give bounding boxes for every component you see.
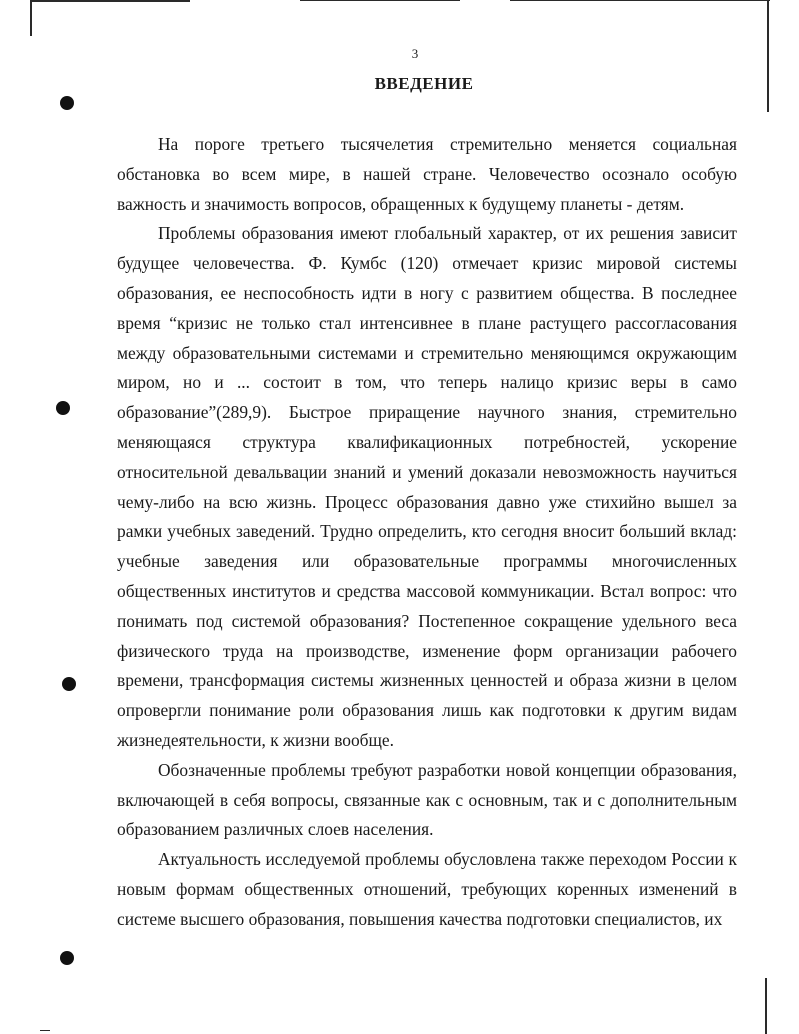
paragraph-1: На пороге третьего тысячелетия стремительно меняется социальная обстановка во всем мире, в нашей стране. Человечество осознало особую важность и значимость вопросов, обращенных к будущему планеты - детям. xyxy=(117,134,737,214)
paragraph-4: Актуальность исследуемой проблемы обусловлена также переходом России к новым формам общественных отношений, требующих коренных изменений в системе высшего образования, повышения качества подготовки специалистов, их xyxy=(117,849,737,929)
paragraph-2: Проблемы образования имеют глобальный характер, от их решения зависит будущее человечества. Ф. Кумбс (120) отмечает кризис мировой системы образования, ее неспособность идти в ногу с развитием общества. В последнее время “кризис не только стал интенсивнее в плане растущего рассогласования между образовательными системами и стремительно меняющимся окружающим миром, но и ... состоит в том, что теперь налицо кризис веры в само образование”(289,9). Быстрое приращение научного знания, стремительно меняющаяся структура квалификационных потребностей, ускорение относительной девальвации знаний и умений доказали невозможность научиться чему-либо на всю жизнь. Процесс образования давно уже стихийно вышел за рамки учебных заведений. Трудно определить, кто сегодня вносит больший вклад: учебные заведения или образовательные программы многочисленных общественных институтов и средства массовой коммуникации. Встал вопрос: что понимать под системой образования? Постепенное сокращение удельного веса физического труда на производстве, изменение форм организации рабочего времени, трансформация системы жизненных ценностей и образа жизни в целом опровергли понимание роли образования лишь как подготовки к другим видам жизнедеятельности, к жизни вообще. xyxy=(117,223,737,750)
punch-hole-2 xyxy=(56,401,70,415)
scan-border-top-left xyxy=(30,0,190,2)
punch-hole-1 xyxy=(60,96,74,110)
page-title: ВВЕДЕНИЕ xyxy=(374,74,474,93)
punch-hole-4 xyxy=(60,951,74,965)
scan-border-left xyxy=(30,0,32,36)
paragraph-3: Обозначенные проблемы требуют разработки новой концепции образования, включающей в себя вопросы, связанные как с основным, так и с дополнительным образованием различных слоев населения. xyxy=(117,759,737,840)
scan-border-top-mid xyxy=(300,0,460,1)
scan-border-top-right xyxy=(510,0,770,1)
scan-border-right-bottom xyxy=(765,978,767,1034)
punch-hole-3 xyxy=(62,677,76,691)
document-body xyxy=(117,130,737,935)
scan-border-bottom-left xyxy=(40,1030,50,1031)
page-number: 3 xyxy=(411,46,419,61)
